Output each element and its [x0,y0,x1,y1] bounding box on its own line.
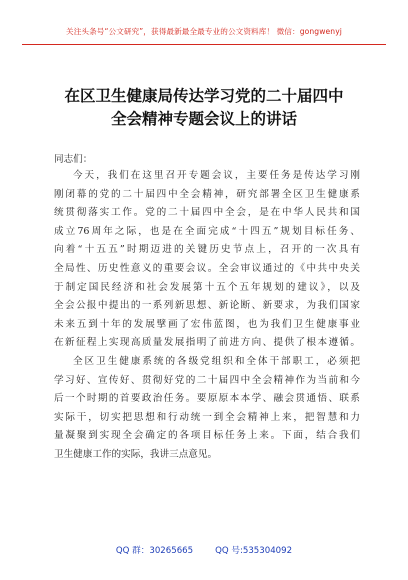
paragraph-1-line-5: 向着“十五五”时期迈进的关键历史节点上，召开的一次具有 [54,244,360,256]
salutation: 同志们： [54,154,93,165]
paragraph-2-line-3: 后一个时期的首要政治任务。要原原本本学、融会贯通悟、联系 [54,393,360,405]
title-line-1: 在区卫生健康局传达学习党的二十届四中 [64,87,344,105]
paragraph-1-line-10: 在新征程上实现高质量发展指明了前进方向、提供了根本遵循。 [54,337,360,349]
paragraph-1-line-8: 全会公报中提出的一系列新思想、新论断、新要求，为我们国家 [54,300,360,312]
paragraph-1-line-9: 未来五到十年的发展擘画了宏伟蓝图，也为我们卫生健康事业 [54,318,360,330]
footer-qq-number: QQ 号:535304092 [215,546,293,556]
paragraph-2-line-6: 卫生健康工作的实际，我讲三点意见。 [54,448,218,460]
footer-qq-group: QQ 群：30265665 [115,546,194,556]
paragraph-2-line-4: 实际干，切实把思想和行动统一到全会精神上来，把智慧和力 [54,411,360,423]
paragraph-1-line-7: 于制定国民经济和社会发展第十五个五年规划的建议》，以及 [54,281,360,293]
paragraph-1-line-6: 全局性、历史性意义的重要会议。全会审议通过的《中共中央关 [54,262,360,274]
paragraph-1-line-2: 刚闭幕的党的二十届四中全会精神，研究部署全区卫生健康系 [54,188,360,200]
title-line-2: 全会精神专题会议上的讲话 [110,110,297,128]
paragraph-1-line-4: 成立76周年之际，也是在全面完成“十四五”规划目标任务、 [54,225,360,237]
document-title [28,85,380,131]
header-banner: 关注头条号“公文研究”，获得最新最全最专业的公文资料库！ 微信：gongwenyj [66,27,342,36]
header-divider [22,44,386,45]
paragraph-2-line-1: 全区卫生健康系统的各级党组织和全体干部职工，必须把 [73,355,360,367]
paragraph-1-line-1: 今天，我们在这里召开专题会议，主要任务是传达学习刚 [73,170,360,181]
paragraph-2-line-5: 量凝聚到实现全会确定的各项目标任务上来。下面，结合我们 [54,430,360,442]
paragraph-1-line-3: 统贯彻落实工作。党的二十届四中全会，是在中华人民共和国 [54,207,360,219]
paragraph-2-line-2: 学习好、宣传好、贯彻好党的二十届四中全会精神作为当前和今 [54,374,360,386]
body-text [54,167,360,465]
footer-contact [0,544,408,556]
